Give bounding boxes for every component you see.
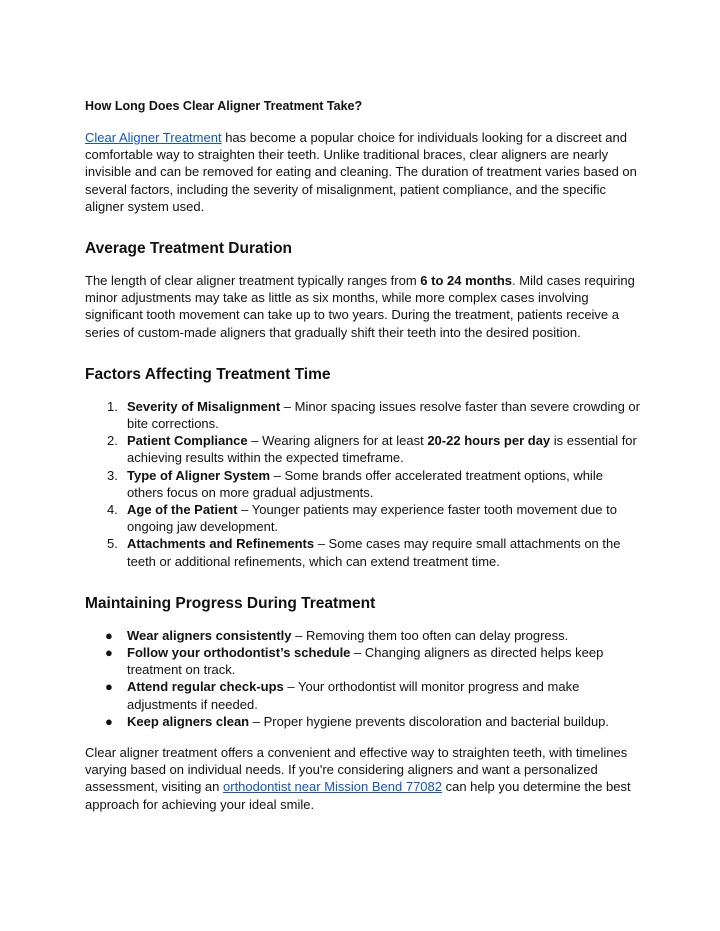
factor-text: – Younger patients may experience faster tooth movement due to ongoing jaw development. xyxy=(127,502,617,535)
factor-text-continued: is essential for achieving results within the expected timeframe. xyxy=(127,433,637,466)
list-item xyxy=(85,467,640,501)
clear-aligner-treatment-link[interactable]: Clear Aligner Treatment xyxy=(85,130,222,145)
conclusion-text-after: can help you determine the best approach for achieving your ideal smile. xyxy=(85,779,631,812)
list-number: 1. xyxy=(107,398,118,414)
factor-title: Attachments and Refinements xyxy=(127,536,315,552)
factor-text: – Some cases may require small attachments on the teeth or additional refinements, which can extend treatment time. xyxy=(127,536,621,569)
tip-text: – Changing aligners as directed helps keep treatment on track. xyxy=(127,645,604,678)
tip-title: Wear aligners consistently xyxy=(127,627,292,643)
orthodontist-near-mission-bend-link[interactable]: orthodontist near Mission Bend 77082 xyxy=(223,779,442,795)
factor-text: – Some brands offer accelerated treatment options, while others focus on more gradual adjustments. xyxy=(127,467,603,500)
list-item xyxy=(85,535,640,569)
bullet-icon: ● xyxy=(105,627,113,643)
list-item xyxy=(85,501,640,535)
list-item xyxy=(85,627,640,644)
list-item xyxy=(85,432,640,466)
average-duration-paragraph xyxy=(85,272,640,341)
list-number: 4. xyxy=(107,502,118,518)
list-number: 2. xyxy=(107,433,118,449)
bullet-icon: ● xyxy=(105,713,113,729)
duration-text-before: The length of clear aligner treatment typically ranges from xyxy=(85,273,421,289)
intro-text: has become a popular choice for individuals looking for a discreet and comfortable way to straighten their teeth. Unlike traditional braces, clear aligners are nearly invisible and can be removed for eating and cleaning. The duration of treatment varies based on several factors, including the severity of misalignment, patient compliance, and the specific aligner system used. xyxy=(85,130,637,214)
section-heading-maintaining-progress: Maintaining Progress During Treatment xyxy=(85,594,376,612)
tip-title: Keep aligners clean xyxy=(127,713,250,729)
factor-title: Patient Compliance xyxy=(127,433,248,449)
section-heading-average-duration: Average Treatment Duration xyxy=(85,240,293,258)
factor-text: – Wearing aligners for at least xyxy=(247,433,428,449)
factor-title: Age of the Patient xyxy=(127,502,238,518)
duration-text-after: . Mild cases requiring minor adjustments may take as little as six months, while more complex cases involving significant tooth movement can take up to two years. During the treatment, patients receive a series of custom-made aligners that gradually shift their teeth into the desired position. xyxy=(85,273,635,340)
tip-text: – Your orthodontist will monitor progress and make adjustments if needed. xyxy=(127,679,580,712)
factors-list xyxy=(85,398,640,570)
section-heading-factors: Factors Affecting Treatment Time xyxy=(85,365,331,383)
factor-text: – Minor spacing issues resolve faster than severe crowding or bite corrections. xyxy=(127,398,640,432)
intro-paragraph xyxy=(85,129,640,215)
tip-text: – Removing them too often can delay progress. xyxy=(291,627,569,643)
list-number: 3. xyxy=(107,467,118,483)
list-number: 5. xyxy=(107,536,118,552)
document-title: How Long Does Clear Aligner Treatment Take? xyxy=(85,99,363,113)
duration-bold-range: 6 to 24 months xyxy=(420,273,513,289)
document-page xyxy=(85,98,640,813)
factor-title: Severity of Misalignment xyxy=(127,398,281,414)
factor-bold-hours: 20-22 hours per day xyxy=(427,433,551,449)
bullet-icon: ● xyxy=(105,679,113,695)
tip-title: Attend regular check-ups xyxy=(127,679,284,695)
tip-title: Follow your orthodontist’s schedule xyxy=(127,645,351,661)
conclusion-text-before: Clear aligner treatment offers a convenient and effective way to straighten teeth, with timelines varying based on individual needs. If you're considering aligners and want a personalized assessment, visiting an xyxy=(85,745,628,795)
conclusion-paragraph xyxy=(85,744,640,813)
factor-title: Type of Aligner System xyxy=(127,467,271,483)
list-item xyxy=(85,678,640,712)
tips-list xyxy=(85,627,640,730)
tip-text: – Proper hygiene prevents discoloration and bacterial buildup. xyxy=(249,713,610,729)
list-item xyxy=(85,398,640,432)
bullet-icon: ● xyxy=(105,645,113,661)
list-item xyxy=(85,644,640,678)
list-item xyxy=(85,713,640,730)
